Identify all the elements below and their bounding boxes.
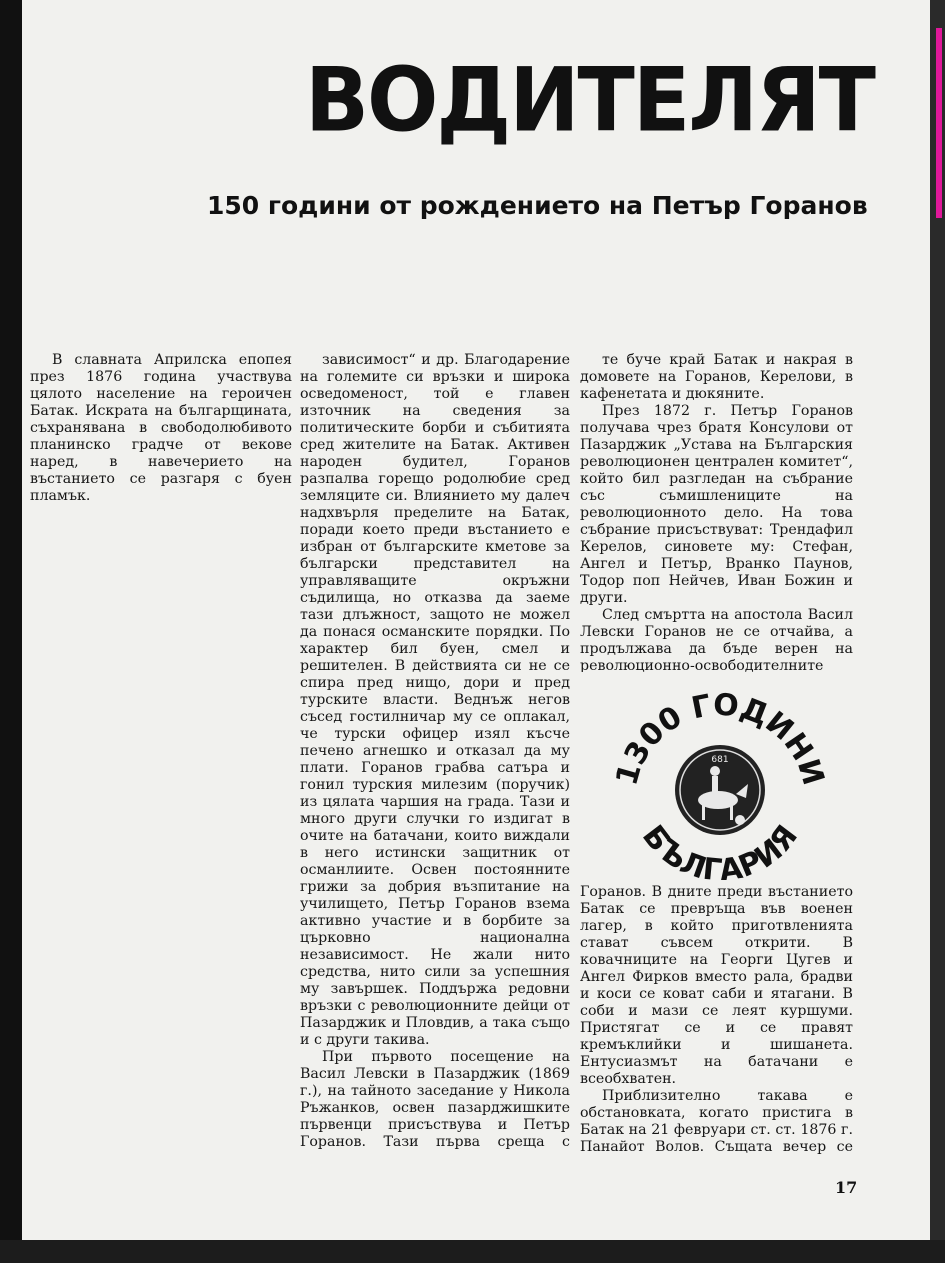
scan-left-edge (0, 0, 22, 1263)
page-number: 17 (835, 1178, 858, 1197)
paragraph: Приблизително такава е обстановката, когато пристига в Батак на 21 февруари ст. ст. 1876 г. Панайот Волов. Същата вечер се (580, 1088, 853, 1154)
emblem-top-text: 1300 ГОДИНИ (609, 687, 831, 790)
anniversary-emblem (600, 680, 840, 880)
emblem-bottom-text: БЪЛГАРИЯ (634, 818, 806, 880)
paragraph: В славната Априлска епопея през 1876 година участвува цялото население на героичен Батак. Искрата на българщината, съхранявана в свободолюбивото планинско градче от векове наред, в навечерието на въстанието се разгаря с буен пламък. (30, 352, 292, 504)
scan-bottom-edge (0, 1240, 945, 1263)
text-column-3-bottom (580, 884, 853, 1154)
emblem-year: 681 (711, 755, 729, 765)
article-subtitle: 150 години от рождението на Петър Горанов (207, 191, 868, 220)
paragraph: През 1872 г. Петър Горанов получава чрез братя Консулови от Пазарджик „Устава на Българския революционен централен комитет“, който бил разгледан на събрание със съмишлениците на революционното дело. На това събрание присъствуват: Трендафил Керелов, синовете му: Стефан, Ангел и Петър, Вранко Паунов, Тодор поп Нейчев, Иван Божин и други. (580, 403, 853, 606)
paragraph: те буче край Батак и накрая в домовете на Горанов, Керелови, в кафенетата и дюкяните. (580, 352, 853, 402)
paragraph: Горанов. В дните преди въстанието Батак се превръща във военен лагер, в който приготвленията стават съвсем открити. В ковачниците на Георги Цугев и Ангел Фирков вместо рала, брадви и коси се коват саби и ятагани. В соби и мази се леят куршуми. Пристягат се и се правят кремъклийки и шишанета. Ентусиазмът на батачани е всеобхватен. (580, 884, 853, 1087)
color-marker-strip (936, 28, 942, 218)
article-title: ВОДИТЕЛЯТ (305, 48, 874, 152)
paragraph: След смъртта на апостола Васил Левски Горанов не се отчайва, а продължава да бъде верен на революционно-освободителните (580, 607, 853, 672)
text-column-1 (30, 352, 292, 1152)
paragraph: зависимост“ и др. Благодарение на големите си връзки и широка осведоменост, той е главен източник на сведения за политическите борби и събитията сред жителите на Батак. Активен народен будител, Горанов разпалва горещо родолюбие сред земляците си. Влиянието му далеч надхвърля пределите на Батак, поради което преди въстанието е избран от българските кметове за български представител на управляващите окръжни съдилища, но отказва да заеме тази длъжност, защото не можел да понася османските порядки. По характер бил буен, смел и решителен. В действията си не се спира пред нищо, дори и пред турските власти. Веднъж негов съсед гостилничар му се оплакал, че турски офицер изял късче печено агнешко и отказал да му плати. Горанов грабва сатъра и гонил турския милезим (поручик) из цялата чаршия на града. Тази и много други случки го издигат в очите на батачани, които виждали в него истински защитник от османлиите. Освен постоянните грижи за добрия възпитание на училището, Петър Горанов взема активно участие и в борбите за църковно национална независимост. Не жали нито средства, нито сили за успешния му завършек. Поддържа редовни връзки с революционните дейци от Пазарджик и Пловдив, а така също и с други такива. (300, 352, 570, 1048)
text-column-2 (300, 352, 570, 1152)
text-column-3-top (580, 352, 853, 672)
paragraph: При първото посещение на Васил Левски в Пазарджик (1869 г.), на тайното заседание у Никола Ръжанков, освен пазарджишките първенци присъствува и Петър Горанов. Тази първа среща с (300, 1049, 570, 1150)
